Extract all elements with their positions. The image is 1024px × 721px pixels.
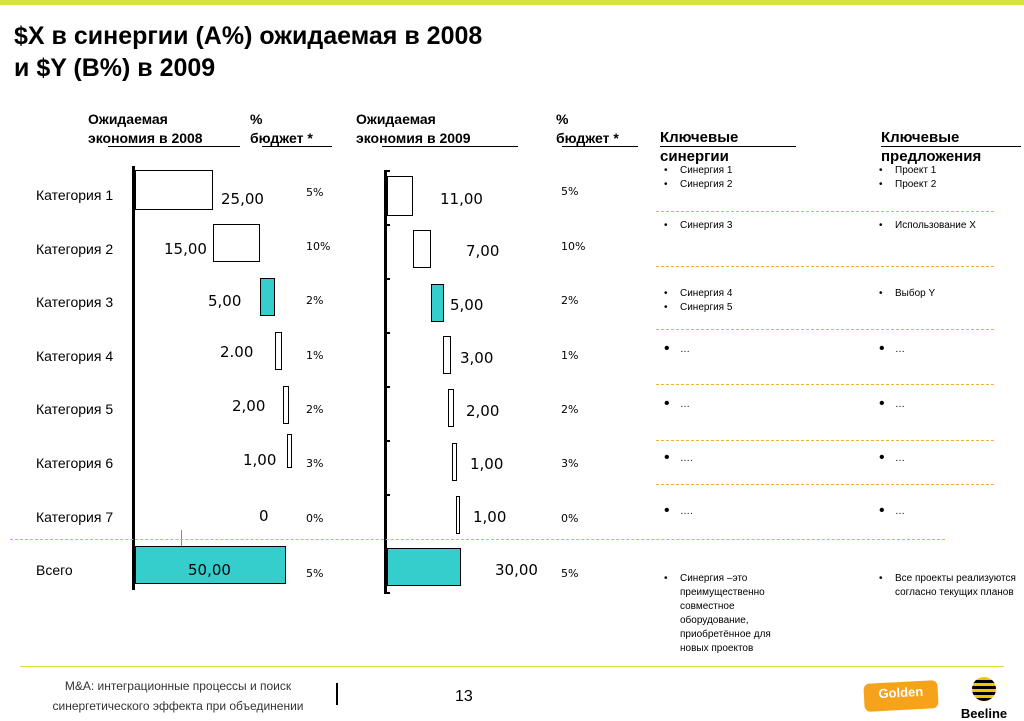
header-budget-2008-line2: бюджет * (250, 130, 313, 146)
value-2008-cat4: 2.00 (220, 343, 254, 361)
pct-2009-cat4: 1% (561, 349, 579, 362)
row-separator-6 (656, 484, 994, 485)
connector-2008 (181, 530, 182, 546)
pct-2009-cat2: 10% (561, 240, 586, 253)
header-underline-budget-2009 (562, 146, 638, 147)
proposal-item: • Проект 2 (875, 178, 936, 192)
pct-2009-cat6: 3% (561, 457, 579, 470)
value-2009-cat2: 7,00 (466, 242, 500, 260)
top-accent-bar (0, 0, 1024, 5)
value-2008-cat5: 2,00 (232, 397, 266, 415)
axis-2009 (384, 170, 387, 594)
row-separator-2 (656, 266, 994, 267)
value-2009-cat5: 2,00 (466, 402, 500, 420)
pct-2008-cat7: 0% (306, 512, 324, 525)
value-2009-cat1: 11,00 (440, 190, 483, 208)
pct-2009-cat1: 5% (561, 185, 579, 198)
header-underline-synergies (660, 146, 796, 147)
footer-caption-line1: M&A: интеграционные процессы и поиск (64, 679, 292, 693)
synergy-note-text: • Синергия –это преимущественно совместное оборудование, приобретённое для новых проектов (660, 572, 800, 656)
pct-2009-cat5: 2% (561, 403, 579, 416)
proposal-item: • Проект 1 (875, 164, 936, 178)
bar-2009-cat7 (456, 496, 460, 534)
value-2009-cat4: 3,00 (460, 349, 494, 367)
value-2009-cat3: 5,00 (450, 296, 484, 314)
proposals-row-2 (875, 219, 976, 233)
proposal-item: • … (875, 398, 905, 412)
synergies-row-4 (660, 343, 690, 357)
proposal-item: • Выбор Y (875, 287, 935, 301)
header-key-proposals (881, 128, 981, 166)
header-economy-2008 (88, 110, 203, 148)
header-budget-2009-line1: % (556, 111, 569, 127)
pct-2008-cat1: 5% (306, 186, 324, 199)
pct-2009-cat3: 2% (561, 294, 579, 307)
axis-2009-tick-5 (384, 386, 390, 388)
synergy-item: • … (660, 398, 690, 412)
axis-2009-tick-bottom (384, 592, 390, 594)
header-underline-proposals (881, 146, 1021, 147)
bar-2009-cat2 (413, 230, 431, 268)
value-2008-cat6: 1,00 (243, 451, 277, 469)
title-line-2: и $Y (B%) в 2009 (14, 54, 216, 82)
bar-2008-cat6 (287, 434, 292, 468)
value-2008-cat1: 25,00 (221, 190, 264, 208)
category-label-4: Категория 4 (36, 348, 114, 364)
beeline-logo (955, 676, 1013, 721)
category-label-2: Категория 2 (36, 241, 114, 257)
category-label-7: Категория 7 (36, 509, 114, 525)
header-budget-2009-line2: бюджет * (556, 130, 619, 146)
header-key-synergies-line2: синергии (660, 148, 729, 165)
pct-2008-cat2: 10% (306, 240, 331, 253)
footer-separator (336, 683, 338, 705)
synergy-item: • Синергия 4 (660, 287, 732, 301)
synergy-item: • Синергия 2 (660, 178, 732, 192)
pct-2008-cat4: 1% (306, 349, 324, 362)
footer-divider (20, 666, 1004, 667)
value-2008-cat3: 5,00 (208, 292, 242, 310)
synergy-item: • …. (660, 452, 693, 466)
header-economy-2008-line1: Ожидаемая (88, 111, 168, 127)
proposals-row-6 (875, 452, 905, 466)
bar-2008-cat4 (275, 332, 282, 370)
synergy-item: • Синергия 3 (660, 219, 732, 233)
header-economy-2009-line2: экономия в 2009 (356, 130, 471, 146)
axis-2009-tick-3 (384, 278, 390, 280)
header-budget-2009 (556, 110, 619, 148)
synergies-row-5 (660, 398, 690, 412)
value-2008-cat7: 0 (259, 507, 269, 525)
synergy-item: • Синергия 1 (660, 164, 732, 178)
header-underline-2009 (382, 146, 518, 147)
pct-2008-total: 5% (306, 567, 324, 580)
row-separator-5 (656, 440, 994, 441)
synergy-item: • Синергия 5 (660, 301, 732, 315)
bar-2008-cat3 (260, 278, 275, 316)
proposals-row-4 (875, 343, 905, 357)
header-economy-2009-line1: Ожидаемая (356, 111, 436, 127)
bar-2009-cat6 (452, 443, 457, 481)
pct-2009-cat7: 0% (561, 512, 579, 525)
header-underline-2008 (108, 146, 240, 147)
header-budget-2008-line1: % (250, 111, 263, 127)
proposal-note (875, 572, 1020, 600)
header-key-synergies-line1: Ключевые (660, 129, 739, 146)
proposal-item: • Использование X (875, 219, 976, 233)
synergies-row-1 (660, 164, 732, 192)
value-2009-cat7: 1,00 (473, 508, 507, 526)
bar-2008-cat2 (213, 224, 260, 262)
header-economy-2009 (356, 110, 471, 148)
bar-2008-cat1 (135, 170, 213, 210)
header-key-proposals-line2: предложения (881, 148, 982, 165)
footer-caption-line2: синергетического эффекта при объединении (52, 699, 304, 713)
total-label: Всего (36, 562, 73, 578)
proposals-row-1 (875, 164, 936, 192)
title-line-1: $X в синергии (A%) ожидаемая в 2008 (14, 22, 483, 50)
page-number: 13 (455, 688, 473, 705)
bar-2009-cat4 (443, 336, 451, 374)
bar-2009-total (387, 548, 461, 586)
synergy-item: • … (660, 343, 690, 357)
value-2009-total: 30,00 (495, 561, 538, 579)
beeline-logo-icon (955, 676, 1013, 702)
value-2009-cat6: 1,00 (470, 455, 504, 473)
header-budget-2008 (250, 110, 313, 148)
proposals-row-3 (875, 287, 935, 301)
synergies-row-6 (660, 452, 693, 466)
slide-title (14, 20, 482, 84)
header-key-synergies (660, 128, 738, 166)
bar-2009-cat3 (431, 284, 444, 322)
synergy-item: • …. (660, 505, 693, 519)
proposals-row-5 (875, 398, 905, 412)
bar-2009-cat1 (387, 176, 413, 216)
category-label-1: Категория 1 (36, 187, 114, 203)
proposal-note-text: • Все проекты реализуются согласно текущих планов (875, 572, 1020, 600)
bar-2008-cat5 (283, 386, 289, 424)
bar-2009-cat5 (448, 389, 454, 427)
row-separator-4 (656, 384, 994, 385)
category-label-5: Категория 5 (36, 401, 114, 417)
synergies-row-3 (660, 287, 732, 315)
axis-2009-tick-top (384, 170, 390, 172)
pct-2008-cat5: 2% (306, 403, 324, 416)
header-economy-2008-line2: экономия в 2008 (88, 130, 203, 146)
synergies-row-2 (660, 219, 732, 233)
pct-2008-cat3: 2% (306, 294, 324, 307)
proposal-item: • … (875, 343, 905, 357)
value-2008-total: 50,00 (188, 561, 231, 579)
axis-2008 (132, 166, 135, 590)
pct-2008-cat6: 3% (306, 457, 324, 470)
header-underline-budget-2008 (262, 146, 332, 147)
row-separator-1 (656, 211, 994, 212)
pct-2009-total: 5% (561, 567, 579, 580)
proposals-row-7 (875, 505, 905, 519)
category-label-6: Категория 6 (36, 455, 114, 471)
header-key-proposals-line1: Ключевые (881, 129, 960, 146)
beeline-logo-text: Beeline (960, 706, 1008, 721)
synergy-note (660, 572, 800, 656)
golden-telecom-logo: Golden (863, 680, 938, 712)
footer-caption (28, 676, 328, 716)
value-2008-cat2: 15,00 (164, 240, 207, 258)
axis-2009-tick-6 (384, 440, 390, 442)
axis-2009-tick-2 (384, 224, 390, 226)
axis-2009-tick-7 (384, 494, 390, 496)
row-separator-3 (656, 329, 994, 330)
proposal-item: • … (875, 452, 905, 466)
axis-2009-tick-4 (384, 332, 390, 334)
synergies-row-7 (660, 505, 693, 519)
category-label-3: Категория 3 (36, 294, 114, 310)
proposal-item: • … (875, 505, 905, 519)
total-separator (10, 539, 945, 540)
